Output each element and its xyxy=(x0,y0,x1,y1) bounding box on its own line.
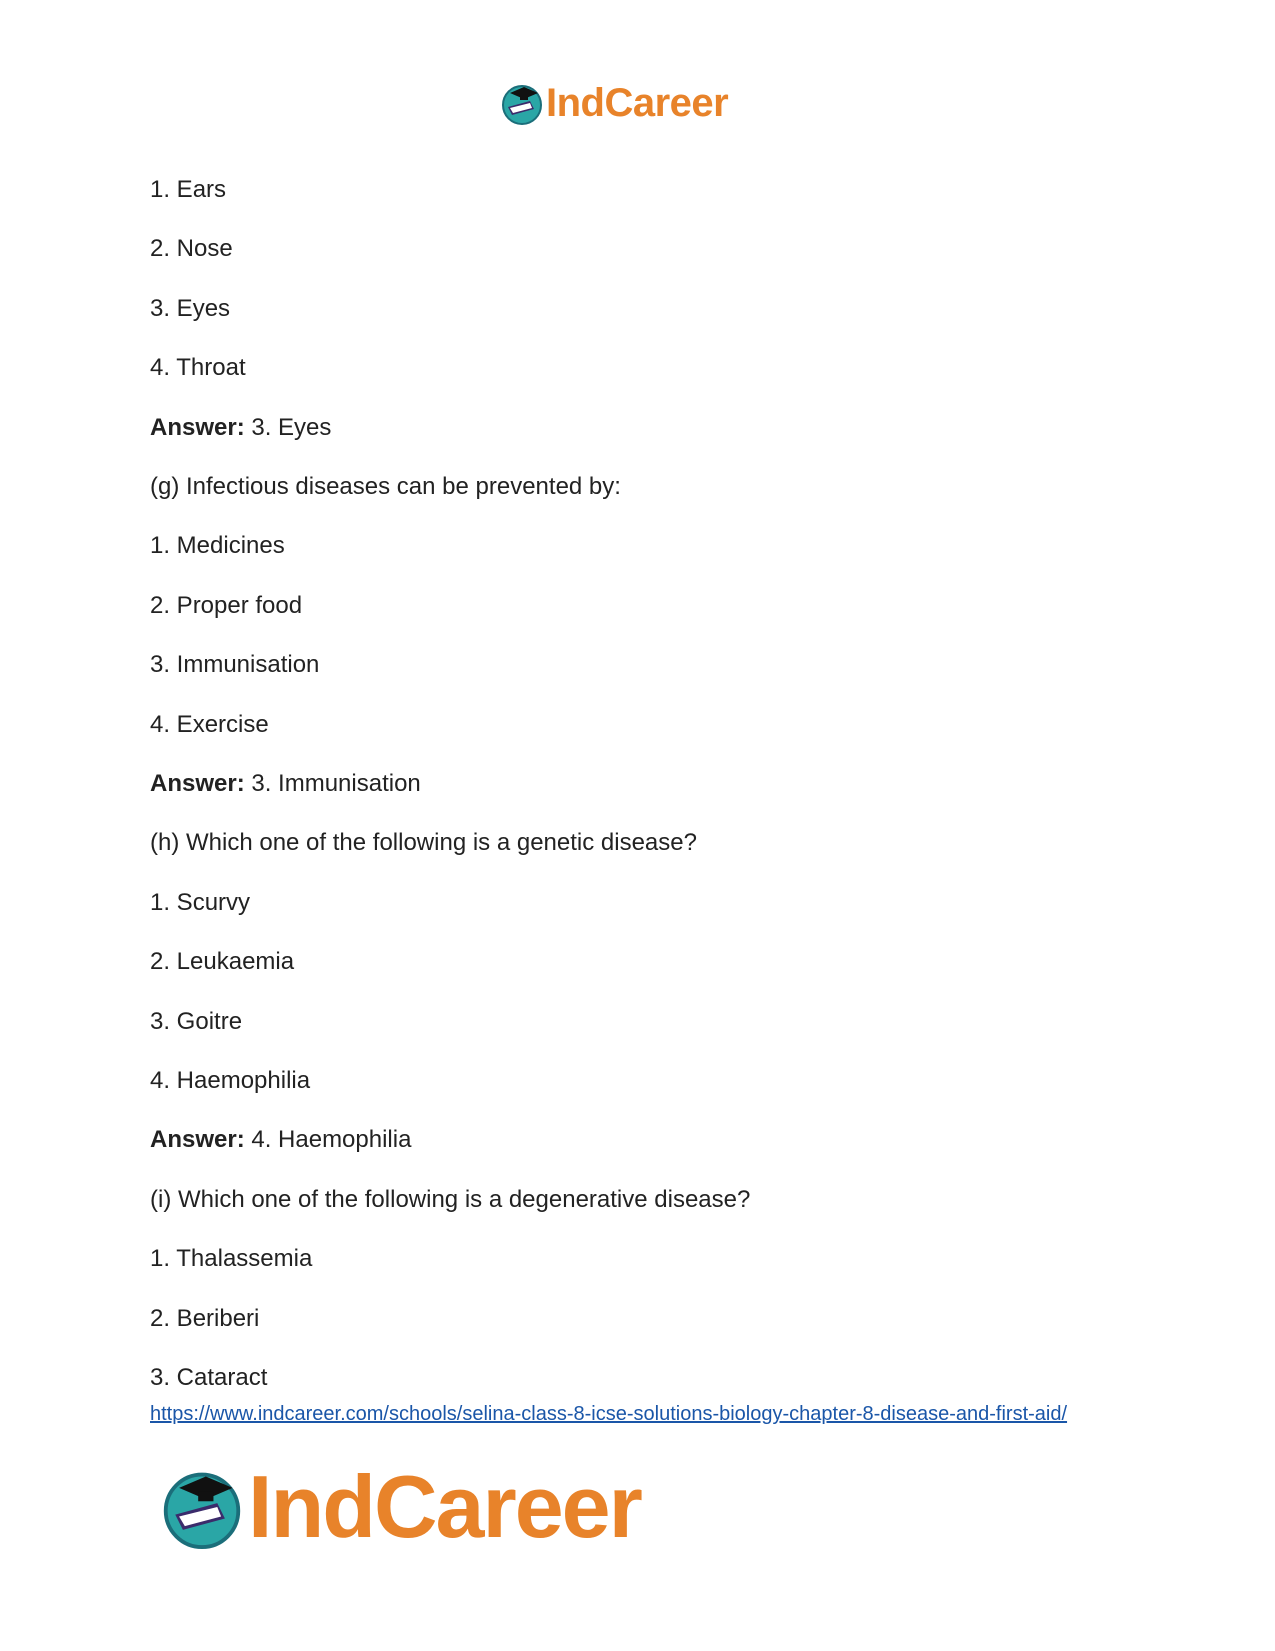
line-text: 3. Immunisation xyxy=(244,770,421,797)
text-line xyxy=(150,1363,267,1393)
text-line xyxy=(150,294,230,324)
text-line xyxy=(150,1304,259,1334)
answer-line xyxy=(150,413,331,443)
header-logo xyxy=(500,78,728,128)
line-text: 4. Haemophilia xyxy=(150,1067,311,1094)
text-line xyxy=(150,175,226,205)
line-text: 1. Medicines xyxy=(150,532,285,560)
line-text: 3. Immunisation xyxy=(150,651,320,679)
answer-line xyxy=(150,769,421,799)
line-text: 1. Scurvy xyxy=(150,888,251,916)
text-line xyxy=(150,650,319,680)
line-text: 4. Haemophilia xyxy=(244,1126,412,1154)
source-link[interactable]: https://www.indcareer.com/schools/selina-class-8-icse-solutions-biology-chapter-8-disease-and-first-aid/ xyxy=(150,1403,1068,1425)
text-line xyxy=(150,1066,310,1096)
book-globe-icon xyxy=(500,81,544,125)
text-line xyxy=(150,1007,242,1037)
line-text: 1. Ears xyxy=(150,176,227,203)
line-text: 3. Cataract xyxy=(150,1364,268,1391)
text-line xyxy=(150,947,294,977)
line-text: 4. Exercise xyxy=(150,710,269,738)
text-line xyxy=(150,710,269,740)
line-text: 3. Eyes xyxy=(150,294,231,322)
line-text: 2. Proper food xyxy=(150,591,303,619)
line-text: 2. Nose xyxy=(150,235,233,263)
line-text: 1. Thalassemia xyxy=(150,1245,313,1273)
text-line xyxy=(150,1244,312,1274)
answer-label: Answer: xyxy=(150,1126,245,1154)
answer-label: Answer: xyxy=(150,770,245,797)
line-text: 2. Beriberi xyxy=(150,1304,260,1332)
header-logo-text: IndCareer xyxy=(546,80,729,125)
answer-label: Answer: xyxy=(150,413,245,441)
line-text: 2. Leukaemia xyxy=(150,948,295,976)
line-text: (i) Which one of the following is a degenerative disease? xyxy=(150,1185,751,1213)
text-line xyxy=(150,1185,750,1215)
answer-line xyxy=(150,1125,411,1155)
text-line xyxy=(150,234,233,264)
book-globe-icon xyxy=(160,1465,244,1549)
line-text: 4. Throat xyxy=(150,354,246,382)
footer-logo xyxy=(160,1457,641,1556)
text-line xyxy=(150,472,621,502)
text-line xyxy=(150,828,697,858)
line-text: (h) Which one of the following is a genetic disease? xyxy=(150,829,697,857)
line-text: 3. Eyes xyxy=(244,413,332,441)
text-line xyxy=(150,888,250,918)
footer-logo-text: IndCareer xyxy=(248,1457,641,1556)
text-line xyxy=(150,531,285,561)
text-line xyxy=(150,591,302,621)
line-text: (g) Infectious diseases can be prevented by: xyxy=(150,473,621,500)
text-line xyxy=(150,353,246,383)
line-text: 3. Goitre xyxy=(150,1007,243,1035)
